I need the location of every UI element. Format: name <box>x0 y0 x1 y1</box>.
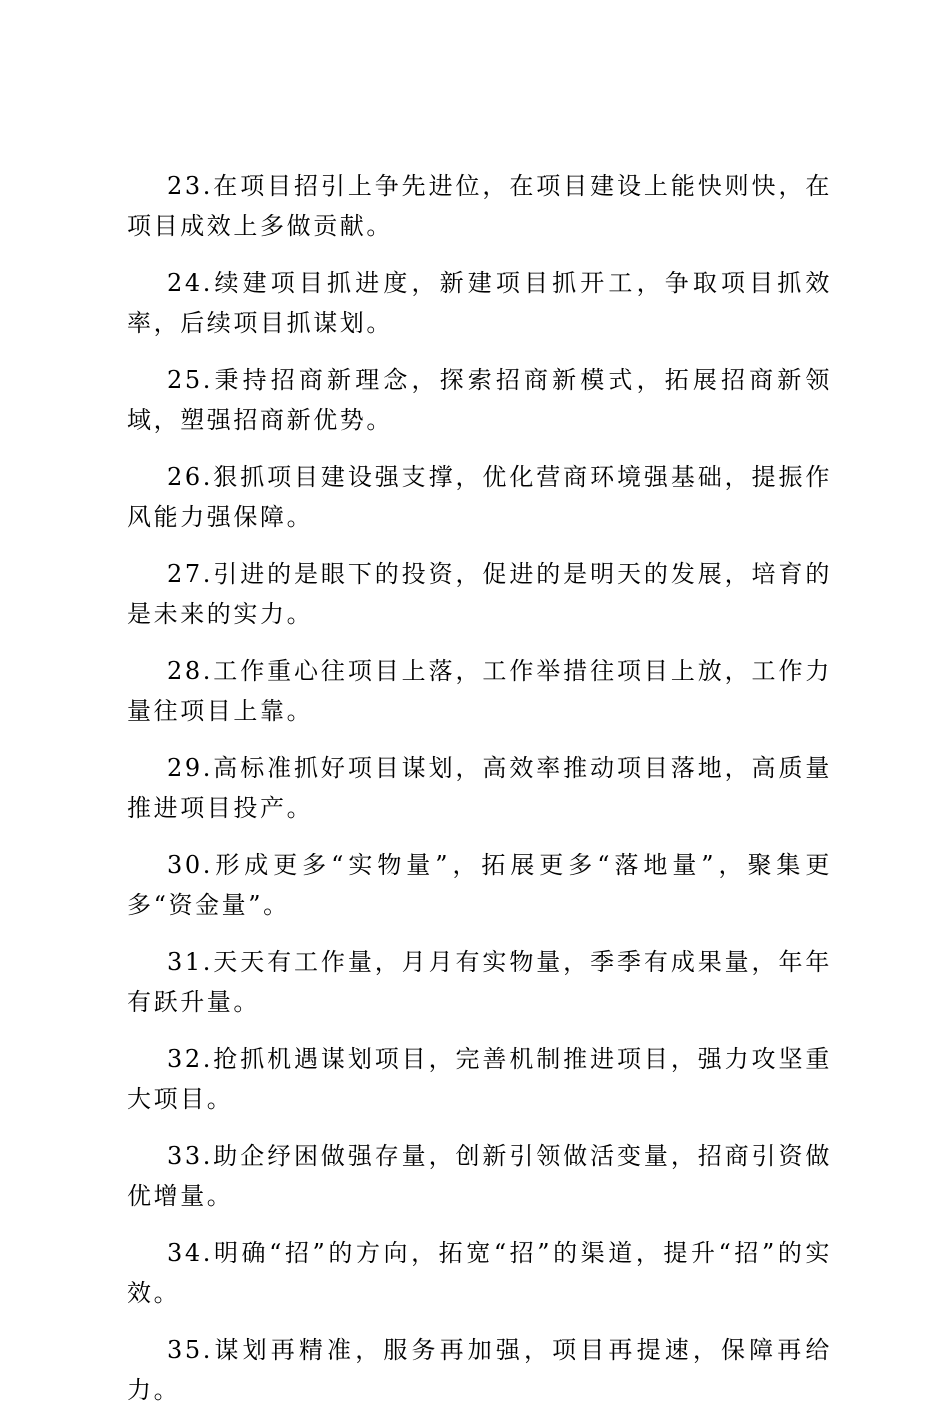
paragraph-23: 23.在项目招引上争先进位，在项目建设上能快则快，在项目成效上多做贡献。 <box>127 172 832 240</box>
paragraph-32: 32.抢抓机遇谋划项目，完善机制推进项目，强力攻坚重大项目。 <box>127 1045 832 1113</box>
paragraph-34: 34.明确“招”的方向，拓宽“招”的渠道，提升“招”的实效。 <box>127 1239 832 1307</box>
paragraph-30: 30.形成更多“实物量”，拓展更多“落地量”，聚集更多“资金量”。 <box>127 851 832 919</box>
paragraph-31: 31.天天有工作量，月月有实物量，季季有成果量，年年有跃升量。 <box>127 948 832 1016</box>
paragraph-24: 24.续建项目抓进度，新建项目抓开工，争取项目抓效率，后续项目抓谋划。 <box>127 269 832 337</box>
paragraph-28: 28.工作重心往项目上落，工作举措往项目上放，工作力量往项目上靠。 <box>127 657 832 725</box>
paragraph-35: 35.谋划再精准，服务再加强，项目再提速，保障再给力。 <box>127 1336 832 1404</box>
document-body <box>127 166 832 1427</box>
paragraph-29: 29.高标准抓好项目谋划，高效率推动项目落地，高质量推进项目投产。 <box>127 754 832 822</box>
paragraph-27: 27.引进的是眼下的投资，促进的是明天的发展，培育的是未来的实力。 <box>127 560 832 628</box>
paragraph-26: 26.狠抓项目建设强支撑，优化营商环境强基础，提振作风能力强保障。 <box>127 463 832 531</box>
paragraph-33: 33.助企纾困做强存量，创新引领做活变量，招商引资做优增量。 <box>127 1142 832 1210</box>
paragraph-25: 25.秉持招商新理念，探索招商新模式，拓展招商新领域，塑强招商新优势。 <box>127 366 832 434</box>
